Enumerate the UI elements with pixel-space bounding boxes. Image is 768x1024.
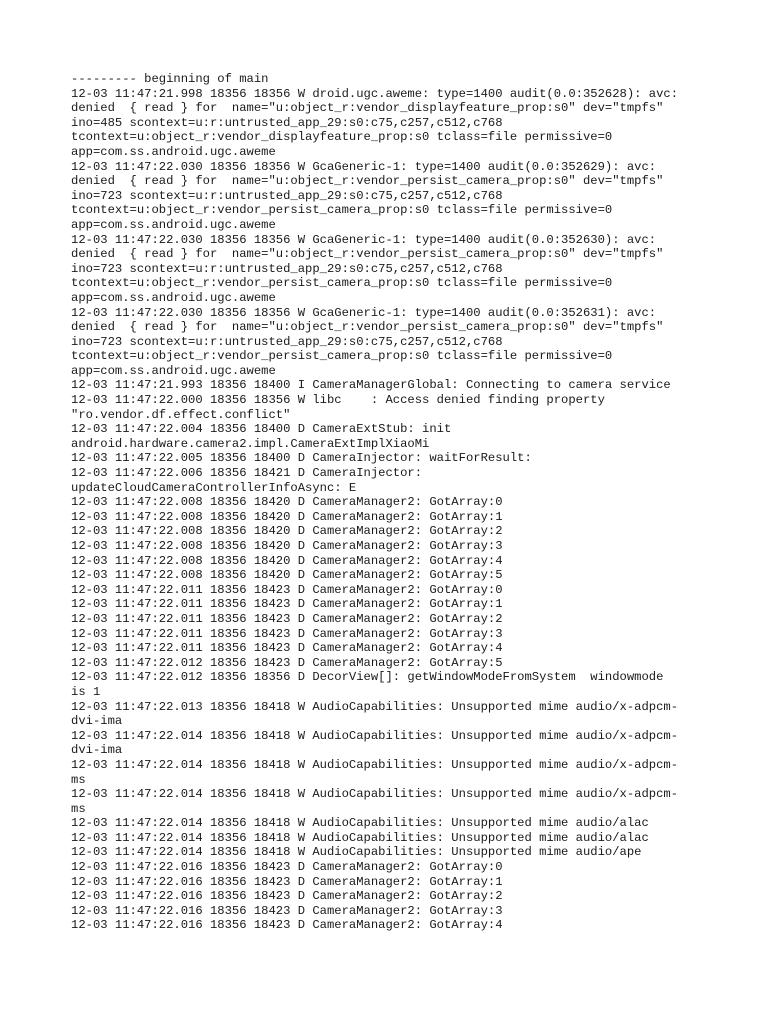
log-line: ms (71, 772, 86, 787)
log-line: is 1 (71, 684, 101, 699)
log-line: 12-03 11:47:22.006 18356 18421 D CameraInjector: (71, 466, 423, 481)
log-line: 12-03 11:47:22.016 18356 18423 D CameraManager2: GotArray:1 (71, 874, 503, 889)
log-line: 12-03 11:47:22.014 18356 18418 W AudioCapabilities: Unsupported mime audio/x-adpcm- (71, 787, 679, 802)
log-line: denied { read } for name="u:object_r:vendor_persist_camera_prop:s0" dev="tmpfs" (71, 247, 664, 262)
log-line: denied { read } for name="u:object_r:vendor_persist_camera_prop:s0" dev="tmpfs" (71, 320, 664, 335)
log-line: tcontext=u:object_r:vendor_persist_camera_prop:s0 tclass=file permissive=0 (71, 203, 613, 218)
log-line: 12-03 11:47:22.016 18356 18423 D CameraManager2: GotArray:2 (71, 889, 503, 904)
log-line: 12-03 11:47:22.030 18356 18356 W GcaGeneric-1: type=1400 audit(0.0:352629): avc: (71, 159, 657, 174)
log-line: denied { read } for name="u:object_r:vendor_displayfeature_prop:s0" dev="tmpfs" (71, 101, 664, 116)
log-line: ino=485 scontext=u:r:untrusted_app_29:s0:c75,c257,c512,c768 (71, 115, 503, 130)
log-line: app=com.ss.android.ugc.aweme (71, 144, 276, 159)
log-line: 12-03 11:47:22.011 18356 18423 D CameraManager2: GotArray:0 (71, 582, 503, 597)
log-line: 12-03 11:47:22.008 18356 18420 D CameraManager2: GotArray:0 (71, 495, 503, 510)
log-line: 12-03 11:47:22.008 18356 18420 D CameraManager2: GotArray:3 (71, 539, 503, 553)
log-line: 12-03 11:47:22.011 18356 18423 D CameraManager2: GotArray:1 (71, 597, 503, 612)
log-line: app=com.ss.android.ugc.aweme (71, 217, 276, 232)
log-line: 12-03 11:47:22.008 18356 18420 D CameraManager2: GotArray:5 (71, 568, 503, 583)
log-line: 12-03 11:47:22.014 18356 18418 W AudioCapabilities: Unsupported mime audio/alac (71, 816, 649, 831)
log-line: tcontext=u:object_r:vendor_displayfeature_prop:s0 tclass=file permissive=0 (71, 130, 613, 145)
log-line: 12-03 11:47:22.011 18356 18423 D CameraManager2: GotArray:3 (71, 626, 503, 641)
log-line: app=com.ss.android.ugc.aweme (71, 363, 276, 378)
log-line: 12-03 11:47:22.005 18356 18400 D CameraInjector: waitForResult: (71, 451, 532, 466)
log-line: 12-03 11:47:22.014 18356 18418 W AudioCapabilities: Unsupported mime audio/x-adpcm- (71, 757, 679, 772)
log-line: ms (71, 801, 86, 816)
log-line: ino=723 scontext=u:r:untrusted_app_29:s0:c75,c257,c512,c768 (71, 334, 503, 349)
log-line: 12-03 11:47:22.014 18356 18418 W AudioCapabilities: Unsupported mime audio/ape (71, 845, 642, 860)
log-line: android.hardware.camera2.impl.CameraExtImplXiaoMi (71, 436, 430, 451)
log-line: ino=723 scontext=u:r:untrusted_app_29:s0:c75,c257,c512,c768 (71, 188, 503, 203)
log-line: ino=723 scontext=u:r:untrusted_app_29:s0:c75,c257,c512,c768 (71, 261, 503, 276)
log-line: 12-03 11:47:22.012 18356 18423 D CameraManager2: GotArray:5 (71, 655, 503, 670)
log-line: 12-03 11:47:22.008 18356 18420 D CameraManager2: GotArray:1 (71, 509, 503, 524)
log-line: 12-03 11:47:22.012 18356 18356 D DecorView[]: getWindowModeFromSystem windowmode (71, 670, 664, 685)
log-document (71, 72, 711, 933)
log-line: 12-03 11:47:22.016 18356 18423 D CameraManager2: GotArray:3 (71, 903, 503, 918)
log-line: denied { read } for name="u:object_r:vendor_persist_camera_prop:s0" dev="tmpfs" (71, 174, 664, 189)
log-line: 12-03 11:47:22.016 18356 18423 D CameraManager2: GotArray:0 (71, 860, 503, 875)
log-line: 12-03 11:47:21.993 18356 18400 I CameraManagerGlobal: Connecting to camera service (71, 378, 671, 393)
log-line: 12-03 11:47:22.030 18356 18356 W GcaGeneric-1: type=1400 audit(0.0:352630): avc: (71, 232, 657, 247)
log-line: 12-03 11:47:22.013 18356 18418 W AudioCapabilities: Unsupported mime audio/x-adpcm- (71, 699, 679, 714)
log-line: 12-03 11:47:22.016 18356 18423 D CameraManager2: GotArray:4 (71, 918, 503, 933)
log-line: dvi-ima (71, 714, 123, 729)
log-line: 12-03 11:47:22.011 18356 18423 D CameraManager2: GotArray:4 (71, 641, 503, 656)
log-line: 12-03 11:47:22.014 18356 18418 W AudioCapabilities: Unsupported mime audio/alac (71, 830, 649, 845)
log-line: 12-03 11:47:22.008 18356 18420 D CameraManager2: GotArray:4 (71, 553, 503, 568)
log-line: updateCloudCameraControllerInfoAsync: E (71, 480, 357, 495)
log-line: 12-03 11:47:22.030 18356 18356 W GcaGeneric-1: type=1400 audit(0.0:352631): avc: (71, 305, 657, 320)
log-line: 12-03 11:47:22.000 18356 18356 W libc : Access denied finding property (71, 393, 605, 408)
log-line: app=com.ss.android.ugc.aweme (71, 290, 276, 305)
log-line: --------- beginning of main (71, 72, 269, 86)
log-line: tcontext=u:object_r:vendor_persist_camera_prop:s0 tclass=file permissive=0 (71, 276, 613, 291)
log-line: "ro.vendor.df.effect.conflict" (71, 407, 291, 422)
log-line: 12-03 11:47:22.004 18356 18400 D CameraExtStub: init (71, 422, 452, 437)
log-line: 12-03 11:47:22.011 18356 18423 D CameraManager2: GotArray:2 (71, 611, 503, 626)
log-line: tcontext=u:object_r:vendor_persist_camera_prop:s0 tclass=file permissive=0 (71, 349, 613, 364)
log-line: dvi-ima (71, 743, 123, 758)
log-line: 12-03 11:47:22.008 18356 18420 D CameraManager2: GotArray:2 (71, 524, 503, 539)
log-line: 12-03 11:47:22.014 18356 18418 W AudioCapabilities: Unsupported mime audio/x-adpcm- (71, 728, 679, 743)
log-line: 12-03 11:47:21.998 18356 18356 W droid.ugc.aweme: type=1400 audit(0.0:352628): avc: (71, 86, 679, 101)
